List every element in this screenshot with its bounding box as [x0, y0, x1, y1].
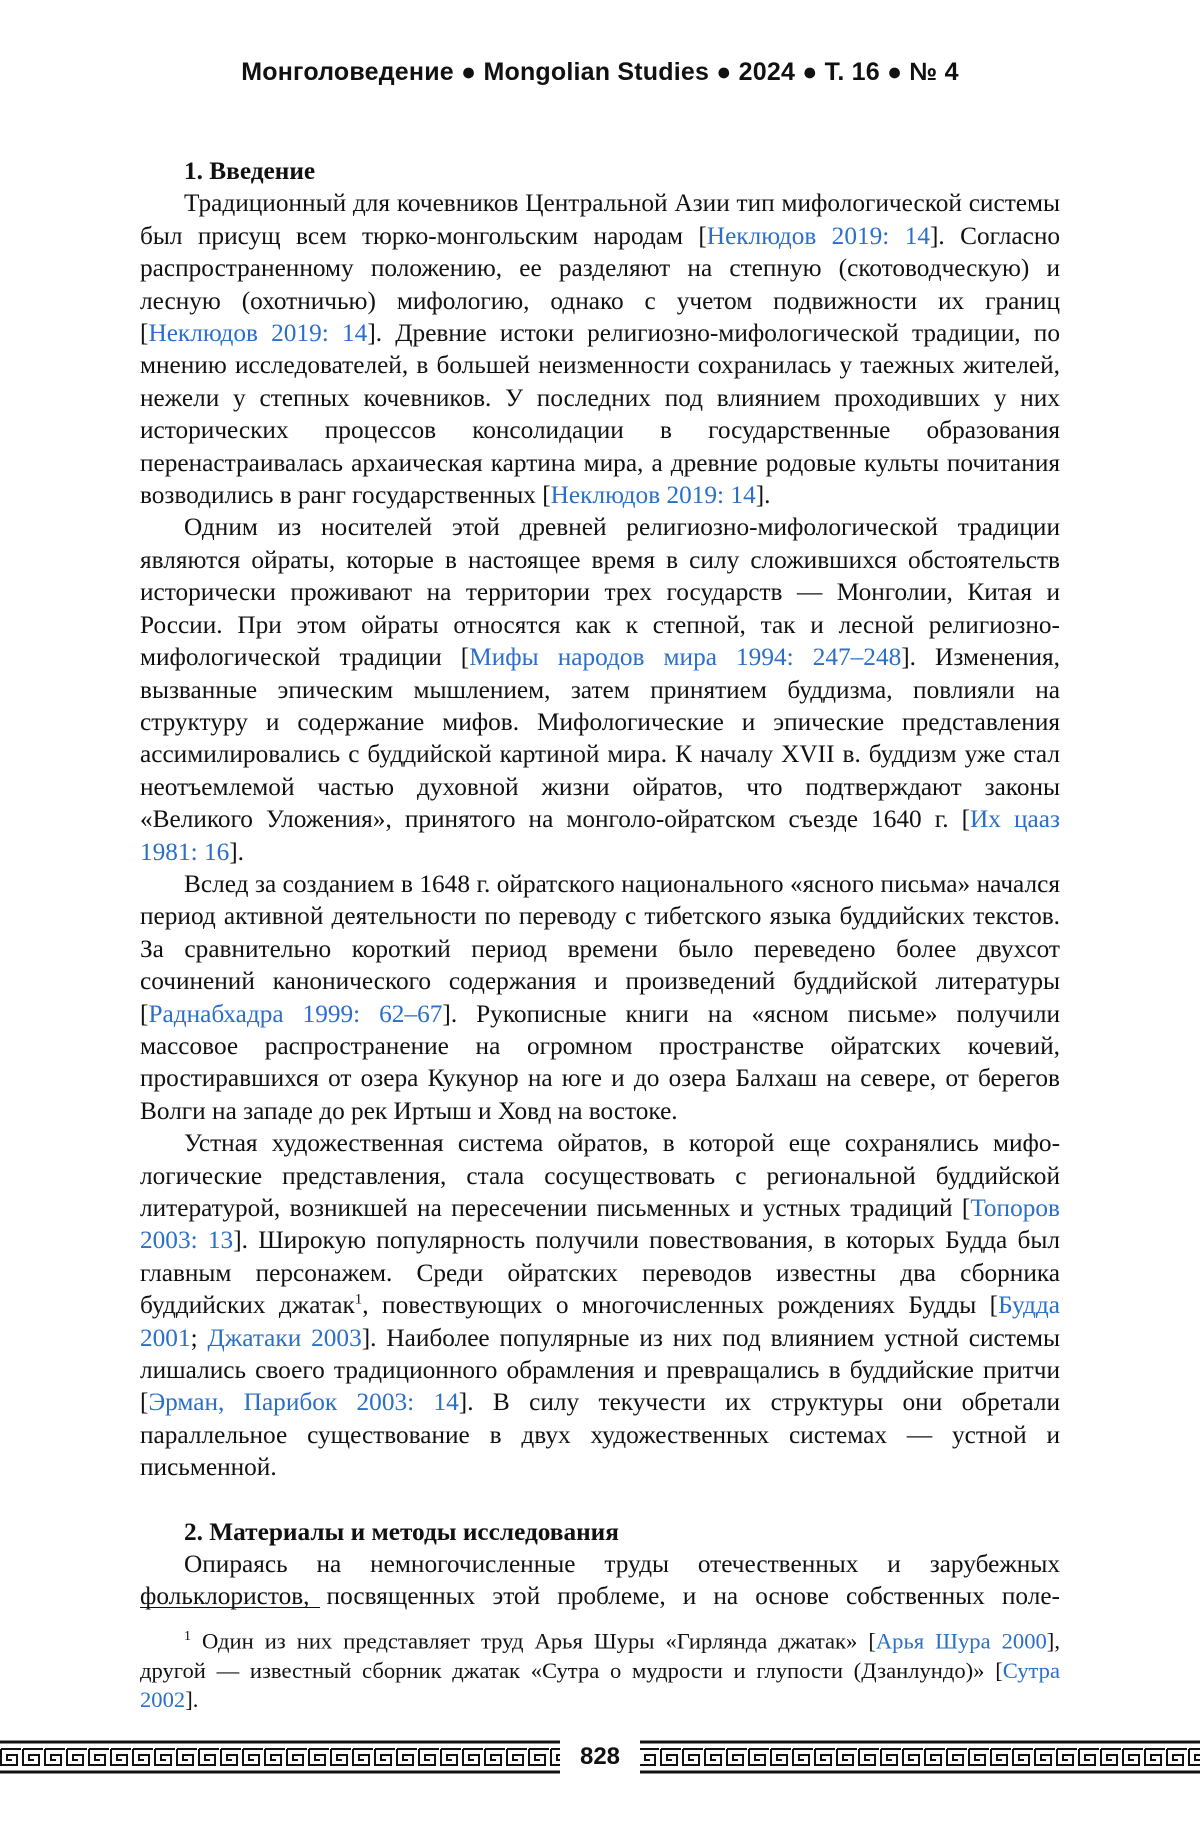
footnote: 1 Один из них представляет труд Арья Шуры «Гирлянда джатак» [Арья Шура 2000], другой — известный сборник джатак «Сутра о мудрости и глупости (Дзанлун­до)» [Сутра 2002].	[140, 1622, 1060, 1715]
page-number: 828	[560, 1740, 640, 1774]
section-heading-materials: 2. Материалы и методы исследования	[140, 1516, 1060, 1548]
citation-link[interactable]: Неклюдов 2019: 14	[148, 319, 367, 347]
citation-link[interactable]: Их цааз 1981: 16	[140, 805, 1060, 865]
citation-link[interactable]: Мифы народов мира 1994: 247–248	[469, 643, 901, 671]
footnote-number: 1	[184, 1629, 191, 1644]
citation-link[interactable]: Будда 2001	[140, 1291, 1060, 1351]
running-head: Монголоведение ● Mongolian Studies ● 2024 ● Т. 16 ● № 4	[0, 58, 1200, 87]
paragraph: Опираясь на немногочисленные труды отечественных и зарубежных фольклористов, посвященных этой проблеме, и на основе собственных поле-	[140, 1548, 1060, 1613]
journal-page	[0, 0, 1200, 1835]
citation-link[interactable]: Эрман, Парибок 2003: 14	[148, 1388, 458, 1416]
section-gap	[140, 1484, 1060, 1516]
footnote-rule	[140, 1607, 320, 1608]
article-body	[140, 155, 1060, 1715]
citation-link[interactable]: Неклюдов 2019: 14	[707, 222, 930, 250]
paragraph: Вслед за созданием в 1648 г. ойратского национального «ясного письма» начался период активной деятельности по переводу с тибетского языка буд­дийских текстов. За сравнительно короткий период времени было переведено более двухсот сочинений канонического содержания и произведений буддийской литературы [Раднабхадра 1999: 62–67]. Рукописные книги на «ясном письме» получили массовое распространение на огромном пространстве ойратских ко­чевий, простиравшихся от озера Кукунор на юге и до озера Балхаш на севере, от берегов Волги на западе до рек Иртыш и Ховд на востоке.	[140, 868, 1060, 1127]
footnote-marker[interactable]: 1	[355, 1292, 363, 1308]
paragraph: Традиционный для кочевников Центральной Азии тип мифологической системы был присущ всем тюрко-монгольским народам [Неклюдов 2019: 14]. Согласно распространенному положению, ее разделяют на степную (ското­водческую) и лесную (охотничью) мифологию, однако с учетом подвижности их границ [Неклюдов 2019: 14]. Древние истоки религиозно-мифологической традиции, по мнению исследователей, в большей неизменности сохранилась у таежных жителей, нежели у степных кочевников. У последних под влиянием проходивших у них исторических процессов консолидации в государственные образования перенастраивалась архаическая картина мира, а древние родовые культы почитания возводились в ранг государственных [Неклюдов 2019: 14].	[140, 187, 1060, 511]
citation-link[interactable]: Неклюдов 2019: 14	[551, 481, 756, 509]
citation-link[interactable]: Раднабхадра 1999: 62–67	[148, 1000, 442, 1028]
paragraph: Устная художественная система ойратов, в которой еще сохранялись мифо­логические представления, стала сосуществовать с региональной буддийской литературой, возникшей на пересечении письменных и устных традиций [То­поров 2003: 13]. Широкую популярность получили повествования, в которых Будда был главным персонажем. Среди ойратских переводов известны два сборника буддийских джатак1, повествующих о многочисленных рождениях Будды [Будда 2001; Джатаки 2003]. Наиболее популярные из них под влиянием устной системы лишались своего традиционного обрамления и превращались в буддийские притчи [Эрман, Парибок 2003: 14]. В силу текучести их структуры они обретали параллельное существование в двух художественных системах — устной и письменной.	[140, 1127, 1060, 1483]
citation-link[interactable]: Арья Шура 2000	[876, 1628, 1047, 1653]
citation-link[interactable]: Джатаки 2003	[208, 1324, 362, 1352]
citation-link[interactable]: Сутра 2002	[140, 1658, 1060, 1713]
citation-link[interactable]: То­поров 2003: 13	[140, 1194, 1060, 1254]
paragraph: Одним из носителей этой древней религиозно-мифологической традиции являются ойраты, которые в настоящее время в силу сложившихся обстоятельств исторически проживают на территории трех государств — Монголии, Китая и России. При этом ойраты относятся как к степной, так и лесной религиоз­но-мифологической традиции [Мифы народов мира 1994: 247–248]. Изменения, вызванные эпическим мышлением, затем принятием буддизма, повлияли на структуру и содержание мифов. Мифологические и эпические представления ассимилировались с буддийской картиной мира. К началу XVII в. буддизм уже стал неотъемлемой частью духовной жизни ойратов, что подтверждают законы «Великого Уложения», принятого на монголо-ойратском съезде 1640 г. [Их цааз 1981: 16].	[140, 511, 1060, 867]
section-heading-introduction: 1. Введение	[140, 155, 1060, 187]
